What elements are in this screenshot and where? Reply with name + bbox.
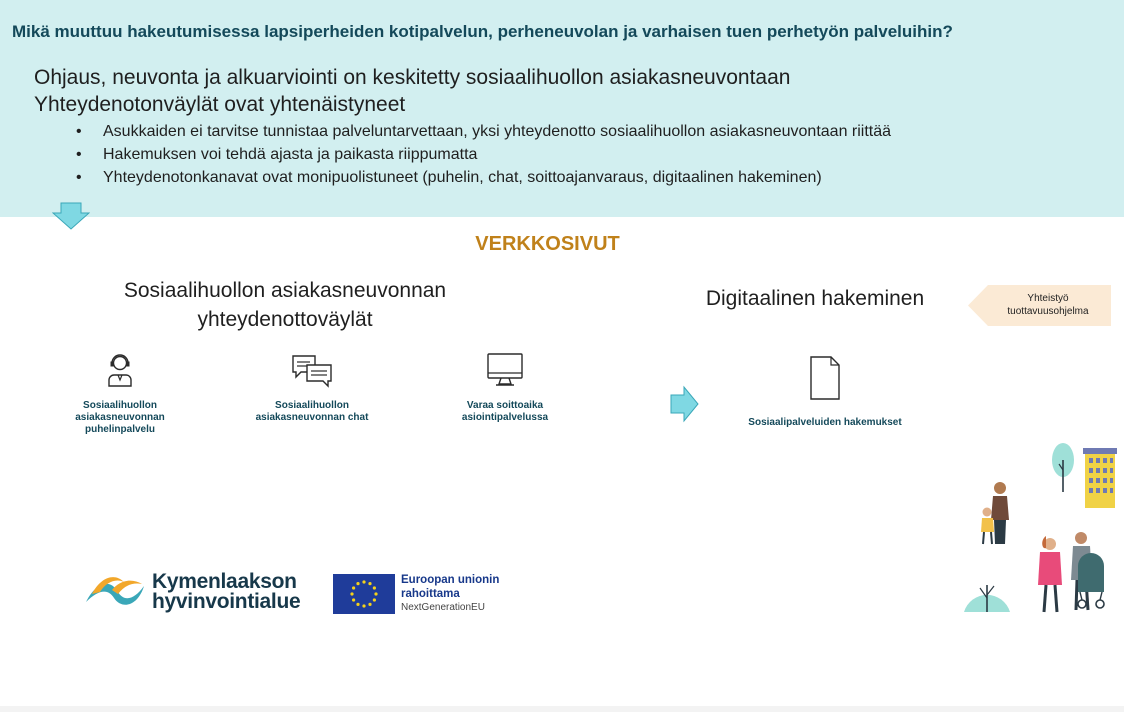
- monitor-icon: [485, 352, 525, 388]
- channel-chat[interactable]: [232, 352, 392, 424]
- benefit-list: [76, 120, 891, 189]
- chat-bubbles-icon: [290, 352, 334, 388]
- channel-label: Varaa soittoaika asiointipalvelussa: [461, 400, 549, 423]
- page-title: Mikä muuttuu hakeutumisessa lapsiperheiden kotipalvelun, perheneuvolan ja varhaisen tuen perhetyön palveluihin?: [12, 22, 953, 41]
- eu-star-icon: [352, 586, 355, 589]
- headset-person-icon: [105, 352, 135, 388]
- eu-funding-text: [401, 573, 499, 615]
- list-item: • Yhteydenotonkanavat ovat monipuolistuneet (puhelin, chat, soittoajanvaraus, digitaalinen hakeminen): [76, 166, 891, 189]
- intro-line-1: Ohjaus, neuvonta ja alkuarviointi on keskitetty sosiaalihuollon asiakasneuvontaan: [34, 66, 791, 89]
- eu-star-icon: [350, 592, 353, 595]
- intro-line-2: Yhteydenotonväylät ovat yhtenäistyneet: [34, 93, 406, 116]
- eu-star-icon: [374, 592, 377, 595]
- eu-star-icon: [368, 582, 371, 585]
- eu-star-icon: [373, 598, 376, 601]
- channel-callback[interactable]: [425, 352, 585, 424]
- eu-star-icon: [362, 604, 365, 607]
- digital-applications[interactable]: [745, 355, 905, 429]
- kymenlaakso-logo-text: Kymenlaakson hyvinvointialue: [152, 570, 301, 613]
- eu-line-1: Euroopan unionin: [401, 574, 500, 586]
- eu-star-icon: [362, 580, 365, 583]
- eu-line-3: NextGenerationEU: [401, 602, 485, 613]
- right-arrow-icon: [670, 385, 700, 423]
- digital-item-label: Sosiaalipalveluiden hakemukset: [748, 417, 902, 428]
- contact-channels-title: Sosiaalihuollon asiakasneuvonnan yhteydenottoväylät: [123, 279, 447, 331]
- kymenlaakso-logo-icon: [84, 572, 148, 612]
- channel-label: Sosiaalihuollon asiakasneuvonnan chat: [255, 400, 369, 423]
- eu-star-icon: [356, 582, 359, 585]
- channel-label: Sosiaalihuollon asiakasneuvonnan puhelinpalvelu: [75, 400, 165, 435]
- eu-flag-icon: [333, 574, 395, 614]
- families-illustration-icon: [960, 440, 1120, 615]
- digital-application-title: Digitaalinen hakeminen: [705, 287, 925, 310]
- eu-star-icon: [352, 598, 355, 601]
- eu-star-icon: [356, 603, 359, 606]
- document-icon: [808, 355, 842, 401]
- list-item: • Asukkaiden ei tarvitse tunnistaa palveluntarvettaan, yksi yhteydenotto sosiaalihuollon asiakasneuvontaan riittää: [76, 120, 891, 143]
- cooperation-badge: Yhteistyö tuottavuusohjelma: [1007, 293, 1089, 317]
- section-label: VERKKOSIVUT: [475, 233, 620, 255]
- eu-star-icon: [373, 586, 376, 589]
- channel-phone[interactable]: [40, 352, 200, 436]
- down-arrow-icon: [52, 202, 90, 230]
- eu-line-2: rahoittama: [401, 588, 460, 600]
- list-item: • Hakemuksen voi tehdä ajasta ja paikasta riippumatta: [76, 143, 891, 166]
- eu-star-icon: [368, 603, 371, 606]
